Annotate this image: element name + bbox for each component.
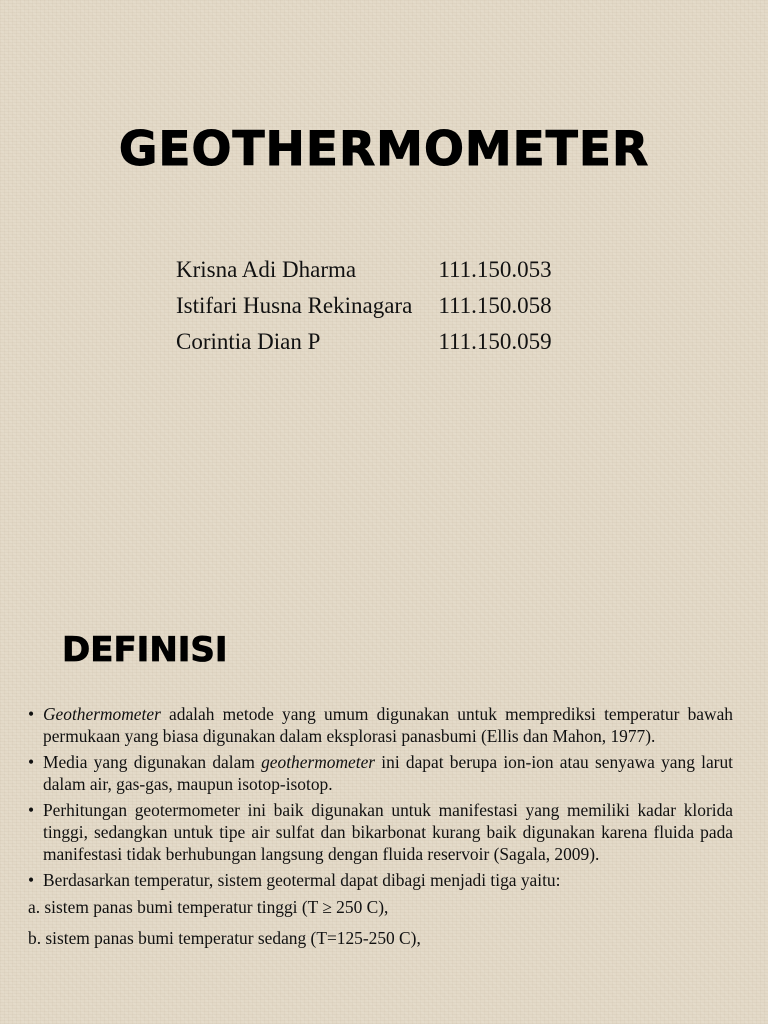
bullet-text: ini dapat berupa ion-ion atau senyawa yang larut dalam air, gas-gas, maupun isotop-isotop.	[43, 751, 733, 795]
bullet-dot: •	[28, 751, 35, 772]
author-name: Istifari Husna Rekinagara	[176, 293, 413, 318]
bullet-text: Perhitungan geotermometer ini baik digunakan untuk manifestasi yang memiliki kadar klorida tinggi, sedangkan untuk tipe air sulfat dan bikarbonat kurang baik digunakan karena fluida pada manifestasi tidak berhubungan langsung dengan fluida reservoir (Sagala, 2009).	[43, 799, 733, 865]
author-row	[176, 293, 552, 329]
list-item: a. sistem panas bumi temperatur tinggi (T ≥ 250 C),	[28, 897, 389, 918]
slide-title: GEOTHERMOMETER	[118, 122, 650, 177]
author-row	[176, 329, 552, 365]
definition-slide	[0, 600, 768, 1024]
bullet-text-prefix: Media yang digunakan dalam	[43, 751, 262, 772]
bullet-text: Berdasarkan temperatur, sistem geotermal dapat dibagi menjadi tiga yaitu:	[43, 869, 561, 890]
bullet-term: Geothermometer	[43, 704, 161, 724]
bullet-item	[28, 869, 733, 891]
definition-content	[28, 703, 733, 957]
author-row	[176, 257, 552, 293]
bullet-item	[28, 799, 733, 866]
bullet-dot: •	[28, 799, 35, 820]
author-nim: 111.150.058	[438, 293, 552, 318]
bullet-item	[28, 703, 733, 748]
bullet-term: geothermometer	[261, 751, 376, 772]
bullet-dot: •	[28, 869, 35, 890]
author-table	[176, 257, 552, 365]
section-heading: DEFINISI	[62, 630, 228, 670]
author-nim: 111.150.053	[438, 257, 552, 282]
author-nim: 111.150.059	[438, 329, 552, 354]
bullet-dot: •	[28, 704, 35, 724]
bullet-text: adalah metode yang umum digunakan untuk memprediksi temperatur bawah permukaan yang biasa digunakan dalam eksplorasi panasbumi (Ellis dan Mahon, 1977).	[43, 704, 733, 747]
list-item: b. sistem panas bumi temperatur sedang (T=125-250 C),	[28, 927, 421, 948]
author-name: Krisna Adi Dharma	[176, 257, 357, 282]
author-name: Corintia Dian P	[176, 329, 321, 354]
bullet-item	[28, 751, 733, 796]
